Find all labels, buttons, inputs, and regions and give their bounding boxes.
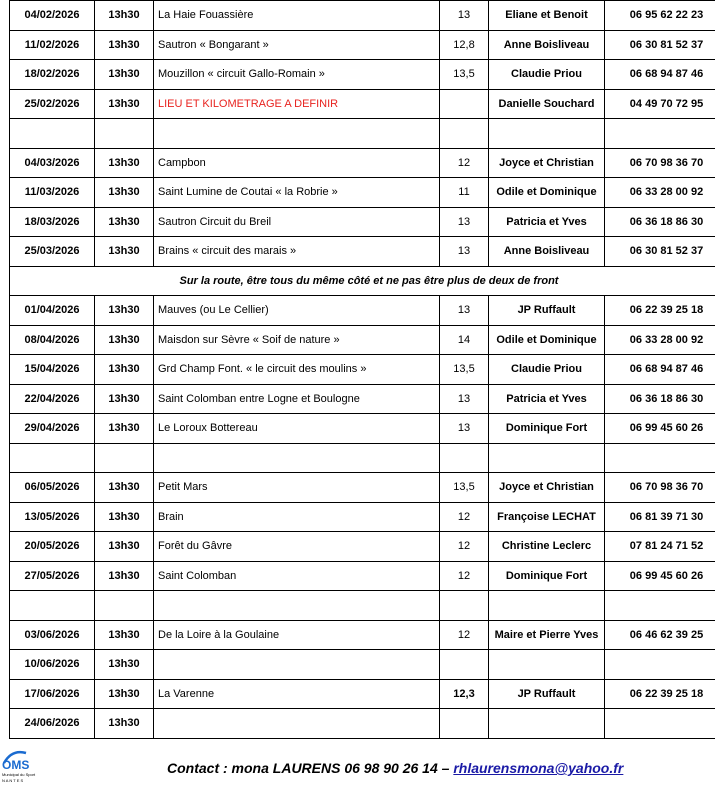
walk-date: 01/04/2026	[10, 296, 95, 326]
walk-date	[10, 591, 95, 621]
guide-phone: 06 70 98 36 70	[605, 473, 715, 503]
walk-distance-km: 13,5	[440, 355, 489, 385]
walk-date: 29/04/2026	[10, 414, 95, 444]
walk-date	[10, 443, 95, 473]
walk-time: 13h30	[95, 561, 154, 591]
walk-place: Sautron Circuit du Breil	[154, 207, 440, 237]
walk-guide: Joyce et Christian	[489, 148, 605, 178]
walk-place: Maisdon sur Sèvre « Soif de nature »	[154, 325, 440, 355]
schedule-row	[10, 89, 715, 119]
guide-phone: 06 36 18 86 30	[605, 207, 715, 237]
walk-date: 04/03/2026	[10, 148, 95, 178]
walk-place: Petit Mars	[154, 473, 440, 503]
guide-phone: 06 68 94 87 46	[605, 60, 715, 90]
walk-guide: Danielle Souchard	[489, 89, 605, 119]
guide-phone	[605, 650, 715, 680]
walk-guide: Anne Boisliveau	[489, 30, 605, 60]
walk-guide: Dominique Fort	[489, 414, 605, 444]
walk-distance-km	[440, 709, 489, 739]
schedule-row	[10, 237, 715, 267]
spacer-row	[10, 443, 715, 473]
walk-date: 18/03/2026	[10, 207, 95, 237]
guide-phone: 06 46 62 39 25	[605, 620, 715, 650]
walk-guide	[489, 709, 605, 739]
schedule-row	[10, 532, 715, 562]
walk-distance-km: 12,8	[440, 30, 489, 60]
walk-place: Mouzillon « circuit Gallo-Romain »	[154, 60, 440, 90]
walk-guide: Claudie Priou	[489, 60, 605, 90]
walk-guide: Patricia et Yves	[489, 384, 605, 414]
walk-date	[10, 119, 95, 149]
walk-distance-km: 13	[440, 296, 489, 326]
walk-distance-km: 12	[440, 502, 489, 532]
walk-guide	[489, 591, 605, 621]
walk-place: Grd Champ Font. « le circuit des moulins »	[154, 355, 440, 385]
walk-distance-km	[440, 591, 489, 621]
walk-time: 13h30	[95, 325, 154, 355]
walk-place: La Varenne	[154, 679, 440, 709]
walk-distance-km: 11	[440, 178, 489, 208]
schedule-row	[10, 502, 715, 532]
walk-place: Mauves (ou Le Cellier)	[154, 296, 440, 326]
walk-place	[154, 591, 440, 621]
walk-time: 13h30	[95, 679, 154, 709]
schedule-row	[10, 178, 715, 208]
walk-distance-km: 13,5	[440, 60, 489, 90]
safety-notice: Sur la route, être tous du même côté et ne pas être plus de deux de front	[10, 266, 715, 296]
schedule-row	[10, 296, 715, 326]
schedule-row	[10, 709, 715, 739]
walk-place: Le Loroux Bottereau	[154, 414, 440, 444]
schedule-row	[10, 561, 715, 591]
footer	[0, 752, 715, 792]
walk-time: 13h30	[95, 620, 154, 650]
walk-date: 11/02/2026	[10, 30, 95, 60]
logo-line-2: N A N T E S	[2, 778, 24, 783]
walk-place: De la Loire à la Goulaine	[154, 620, 440, 650]
walk-guide: Odile et Dominique	[489, 325, 605, 355]
guide-phone: 06 70 98 36 70	[605, 148, 715, 178]
guide-phone	[605, 709, 715, 739]
logo-mark: OMS	[2, 758, 30, 772]
guide-phone: 06 33 28 00 92	[605, 325, 715, 355]
guide-phone: 06 33 28 00 92	[605, 178, 715, 208]
walk-place	[154, 443, 440, 473]
guide-phone: 06 99 45 60 26	[605, 561, 715, 591]
walk-time: 13h30	[95, 473, 154, 503]
contact-line	[167, 760, 623, 776]
schedule-row	[10, 207, 715, 237]
schedule-row	[10, 355, 715, 385]
guide-phone: 06 68 94 87 46	[605, 355, 715, 385]
guide-phone: 07 81 24 71 52	[605, 532, 715, 562]
guide-phone	[605, 591, 715, 621]
walk-time: 13h30	[95, 1, 154, 31]
guide-phone: 06 30 81 52 37	[605, 30, 715, 60]
walk-time: 13h30	[95, 296, 154, 326]
walk-date: 24/06/2026	[10, 709, 95, 739]
walk-distance-km: 13	[440, 207, 489, 237]
walk-place: Saint Colomban	[154, 561, 440, 591]
walk-guide	[489, 119, 605, 149]
walk-guide: Maire et Pierre Yves	[489, 620, 605, 650]
schedule-row	[10, 60, 715, 90]
walk-place: La Haie Fouassière	[154, 1, 440, 31]
walk-distance-km: 13,5	[440, 473, 489, 503]
guide-phone: 06 95 62 22 23	[605, 1, 715, 31]
guide-phone	[605, 443, 715, 473]
walk-time: 13h30	[95, 237, 154, 267]
walk-distance-km	[440, 119, 489, 149]
schedule-row	[10, 30, 715, 60]
walk-guide: Joyce et Christian	[489, 473, 605, 503]
walk-time: 13h30	[95, 650, 154, 680]
schedule-row	[10, 384, 715, 414]
oms-logo	[0, 747, 50, 787]
schedule-row	[10, 148, 715, 178]
guide-phone: 04 49 70 72 95	[605, 89, 715, 119]
walk-distance-km: 12	[440, 561, 489, 591]
walk-guide: Anne Boisliveau	[489, 237, 605, 267]
walk-distance-km	[440, 650, 489, 680]
walk-guide: JP Ruffault	[489, 679, 605, 709]
walk-guide: Françoise LECHAT	[489, 502, 605, 532]
walk-time	[95, 119, 154, 149]
walk-guide: Patricia et Yves	[489, 207, 605, 237]
walk-place: Saint Lumine de Coutai « la Robrie »	[154, 178, 440, 208]
walk-date: 15/04/2026	[10, 355, 95, 385]
walk-time: 13h30	[95, 502, 154, 532]
walk-guide: Christine Leclerc	[489, 532, 605, 562]
schedule-row	[10, 414, 715, 444]
guide-phone: 06 30 81 52 37	[605, 237, 715, 267]
walk-date: 11/03/2026	[10, 178, 95, 208]
guide-phone: 06 22 39 25 18	[605, 296, 715, 326]
walk-date: 27/05/2026	[10, 561, 95, 591]
walk-time: 13h30	[95, 384, 154, 414]
walk-date: 25/03/2026	[10, 237, 95, 267]
schedule-row	[10, 679, 715, 709]
walk-distance-km: 12,3	[440, 679, 489, 709]
walk-distance-km: 12	[440, 532, 489, 562]
walk-place: Saint Colomban entre Logne et Boulogne	[154, 384, 440, 414]
walk-guide: Eliane et Benoit	[489, 1, 605, 31]
walk-distance-km: 12	[440, 620, 489, 650]
guide-phone: 06 81 39 71 30	[605, 502, 715, 532]
walk-place	[154, 650, 440, 680]
walk-place: Brain	[154, 502, 440, 532]
walk-distance-km: 13	[440, 237, 489, 267]
walk-date: 06/05/2026	[10, 473, 95, 503]
walk-time: 13h30	[95, 60, 154, 90]
walk-place: Forêt du Gâvre	[154, 532, 440, 562]
walk-place	[154, 119, 440, 149]
walk-date: 08/04/2026	[10, 325, 95, 355]
walk-time	[95, 443, 154, 473]
notice-row	[10, 266, 715, 296]
walk-distance-km: 13	[440, 1, 489, 31]
walk-place: LIEU ET KILOMETRAGE A DEFINIR	[154, 89, 440, 119]
walk-time: 13h30	[95, 89, 154, 119]
logo-line-1: Municipal du Sport	[2, 772, 36, 777]
walk-distance-km: 14	[440, 325, 489, 355]
walk-guide: Claudie Priou	[489, 355, 605, 385]
walk-place: Brains « circuit des marais »	[154, 237, 440, 267]
walk-place: Campbon	[154, 148, 440, 178]
walk-date: 22/04/2026	[10, 384, 95, 414]
walk-time: 13h30	[95, 355, 154, 385]
guide-phone	[605, 119, 715, 149]
schedule-row	[10, 620, 715, 650]
walk-distance-km	[440, 89, 489, 119]
walk-guide	[489, 443, 605, 473]
guide-phone: 06 22 39 25 18	[605, 679, 715, 709]
walk-date: 17/06/2026	[10, 679, 95, 709]
schedule-row	[10, 325, 715, 355]
contact-label: Contact : mona LAURENS 06 98 90 26 14 –	[167, 760, 454, 776]
walk-time: 13h30	[95, 148, 154, 178]
walk-guide: JP Ruffault	[489, 296, 605, 326]
walk-time: 13h30	[95, 30, 154, 60]
spacer-row	[10, 119, 715, 149]
walk-date: 18/02/2026	[10, 60, 95, 90]
walk-guide: Odile et Dominique	[489, 178, 605, 208]
walk-time	[95, 591, 154, 621]
walk-guide: Dominique Fort	[489, 561, 605, 591]
walk-distance-km	[440, 443, 489, 473]
walk-time: 13h30	[95, 532, 154, 562]
walk-distance-km: 13	[440, 414, 489, 444]
spacer-row	[10, 591, 715, 621]
walk-guide	[489, 650, 605, 680]
walk-time: 13h30	[95, 709, 154, 739]
walk-date: 04/02/2026	[10, 1, 95, 31]
walk-schedule-table	[9, 0, 715, 739]
walk-date: 20/05/2026	[10, 532, 95, 562]
walk-distance-km: 13	[440, 384, 489, 414]
walk-place: Sautron « Bongarant »	[154, 30, 440, 60]
schedule-body	[10, 1, 715, 739]
walk-time: 13h30	[95, 178, 154, 208]
schedule-row	[10, 650, 715, 680]
schedule-row	[10, 1, 715, 31]
guide-phone: 06 99 45 60 26	[605, 414, 715, 444]
walk-distance-km: 12	[440, 148, 489, 178]
walk-date: 03/06/2026	[10, 620, 95, 650]
walk-time: 13h30	[95, 207, 154, 237]
schedule-row	[10, 473, 715, 503]
guide-phone: 06 36 18 86 30	[605, 384, 715, 414]
contact-email-link[interactable]: rhlaurensmona@yahoo.fr	[453, 760, 624, 776]
walk-time: 13h30	[95, 414, 154, 444]
walk-place	[154, 709, 440, 739]
walk-date: 13/05/2026	[10, 502, 95, 532]
walk-date: 25/02/2026	[10, 89, 95, 119]
walk-date: 10/06/2026	[10, 650, 95, 680]
